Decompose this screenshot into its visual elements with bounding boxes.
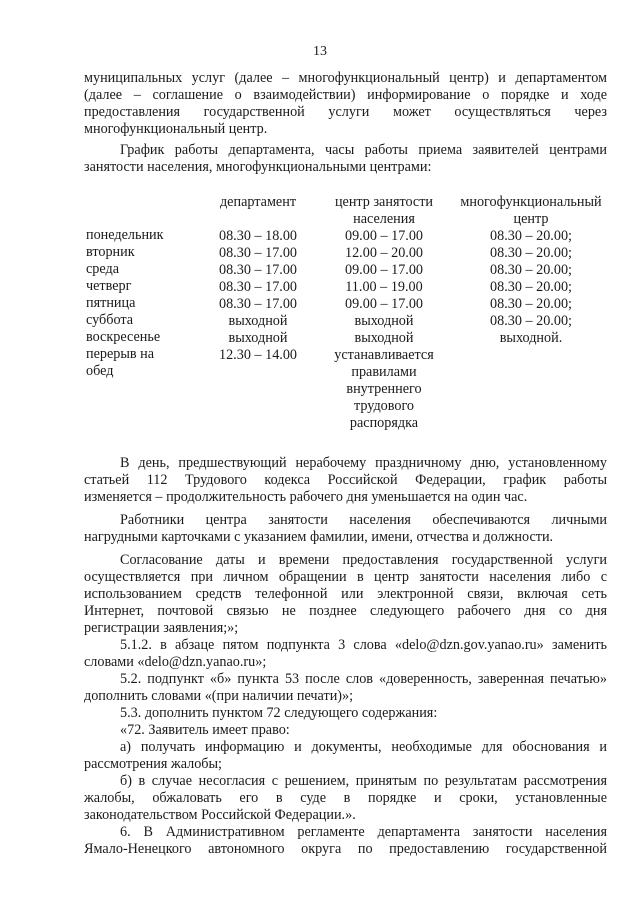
center-hours: трудового	[353, 398, 415, 414]
text-line: 5.1.2. в абзаце пятом подпункта 3 слова «delo@dzn.gov.yanao.ru» заменить	[120, 637, 607, 653]
department-hours: 08.30 – 17.00	[218, 279, 298, 295]
mfc-hours: 08.30 – 20.00;	[490, 245, 572, 261]
paragraph	[84, 824, 607, 858]
schedule-intro-paragraph	[84, 142, 607, 176]
text-line: статьей 112 Трудового кодекса Российской Федерации, график работы	[84, 472, 607, 488]
paragraph	[84, 637, 607, 671]
body-paragraphs	[84, 455, 607, 858]
text-line: изменяется – продолжительность рабочего дня уменьшается на один час.	[84, 489, 528, 505]
day-label: перерыв на	[86, 346, 155, 362]
schedule-department-column	[198, 194, 318, 364]
text-line: Интернет, почтовой связью не позднее следующего рабочего дня со дня	[84, 603, 607, 619]
text-line: дополнить словами «(при наличии печати)»;	[84, 688, 354, 704]
center-hours: распорядка	[349, 415, 419, 431]
text-line: жалобы, обжаловать его в суде в порядке и сроки, установленные	[84, 790, 607, 806]
center-hours: 11.00 – 19.00	[345, 279, 423, 295]
text-line: 6. В Административном регламенте департамента занятости населения	[120, 824, 607, 840]
text-line: словами «delo@dzn.yanao.ru»;	[84, 654, 267, 670]
paragraph	[84, 671, 607, 705]
department-hours: выходной	[228, 330, 288, 346]
text-line: Ямало-Ненецкого автономного округа по предоставлению государственной	[84, 841, 607, 857]
day-label: суббота	[86, 312, 134, 328]
text-line: а) получать информацию и документы, необходимые для обоснования и	[120, 739, 607, 755]
text-line: занятости населения, многофункциональными центрами:	[84, 159, 432, 175]
paragraph	[84, 722, 607, 739]
center-hours: 09.00 – 17.00	[344, 228, 424, 244]
day-label: четверг	[86, 278, 132, 294]
mfc-hours: выходной.	[499, 330, 563, 346]
day-label: понедельник	[86, 227, 164, 243]
center-hours: 09.00 – 17.00	[344, 262, 424, 278]
text-line: осуществляется при личном обращении в центр занятости населения либо с	[84, 569, 607, 585]
text-line: Работники центра занятости населения обеспечиваются личными	[120, 512, 607, 528]
schedule-mfc-column	[452, 194, 610, 347]
center-hours: устанавливается	[334, 347, 434, 363]
text-line: Согласование даты и времени предоставления государственной услуги	[120, 552, 607, 568]
column-header-department: департамент	[219, 194, 297, 210]
text-line: б) в случае несогласия с решением, принятым по результатам рассмотрения	[120, 773, 607, 789]
text-line: многофункциональный центр.	[84, 121, 268, 137]
paragraph	[84, 455, 607, 506]
mfc-hours: 08.30 – 20.00;	[490, 279, 572, 295]
text-line: предоставления государственной услуги может осуществляться через	[84, 104, 607, 120]
center-hours: внутреннего	[346, 381, 422, 397]
schedule-table	[86, 194, 610, 454]
paragraph	[84, 552, 607, 637]
center-hours: правилами	[351, 364, 417, 380]
center-hours: выходной	[354, 313, 414, 329]
mfc-hours: 08.30 – 20.00;	[490, 313, 572, 329]
text-line: В день, предшествующий нерабочему праздничному дню, установленному	[120, 455, 607, 471]
paragraph	[84, 512, 607, 546]
text-line: График работы департамента, часы работы приема заявителей центрами	[120, 142, 607, 158]
department-hours: 08.30 – 18.00	[218, 228, 298, 244]
department-hours: выходной	[228, 313, 288, 329]
department-hours: 08.30 – 17.00	[218, 262, 298, 278]
department-hours: 08.30 – 17.00	[218, 296, 298, 312]
mfc-hours: 08.30 – 20.00;	[490, 228, 572, 244]
day-label: пятница	[86, 295, 136, 311]
day-label: обед	[86, 363, 114, 379]
paragraph	[84, 705, 607, 722]
text-line: 5.2. подпункт «б» пункта 53 после слов «доверенность, заверенная печатью»	[120, 671, 607, 687]
text-line: регистрации заявления;»;	[84, 620, 239, 636]
text-line: (далее – соглашение о взаимодействии) информирование о порядке и ходе	[84, 87, 607, 103]
text-line: использованием средств телефонной или электронной связи, включая сеть	[84, 586, 607, 602]
mfc-hours: 08.30 – 20.00;	[490, 262, 572, 278]
text-line: рассмотрения жалобы;	[84, 756, 222, 772]
text-line: нагрудными карточками с указанием фамилии, имени, отчества и должности.	[84, 529, 554, 545]
schedule-days-column	[86, 227, 196, 380]
day-label: воскресенье	[86, 329, 161, 345]
department-hours: 12.30 – 14.00	[218, 347, 298, 363]
schedule-center-column	[324, 194, 444, 432]
column-header-mfc: многофункциональный центр	[460, 194, 602, 227]
mfc-hours: 08.30 – 20.00;	[490, 296, 572, 312]
center-hours: 12.00 – 20.00	[344, 245, 424, 261]
day-label: среда	[86, 261, 120, 277]
intro-paragraph	[84, 70, 607, 138]
center-hours: выходной	[354, 330, 414, 346]
paragraph	[84, 773, 607, 824]
page-number: 13	[313, 44, 327, 59]
column-header-center: центр занятости населения	[334, 194, 434, 227]
center-hours: 09.00 – 17.00	[344, 296, 424, 312]
text-line: «72. Заявитель имеет право:	[120, 722, 290, 738]
day-label: вторник	[86, 244, 135, 260]
department-hours: 08.30 – 17.00	[218, 245, 298, 261]
paragraph	[84, 739, 607, 773]
text-line: муниципальных услуг (далее – многофункциональный центр) и департаментом	[84, 70, 607, 86]
text-line: законодательством Российской Федерации.».	[84, 807, 356, 823]
text-line: 5.3. дополнить пунктом 72 следующего содержания:	[120, 705, 438, 721]
